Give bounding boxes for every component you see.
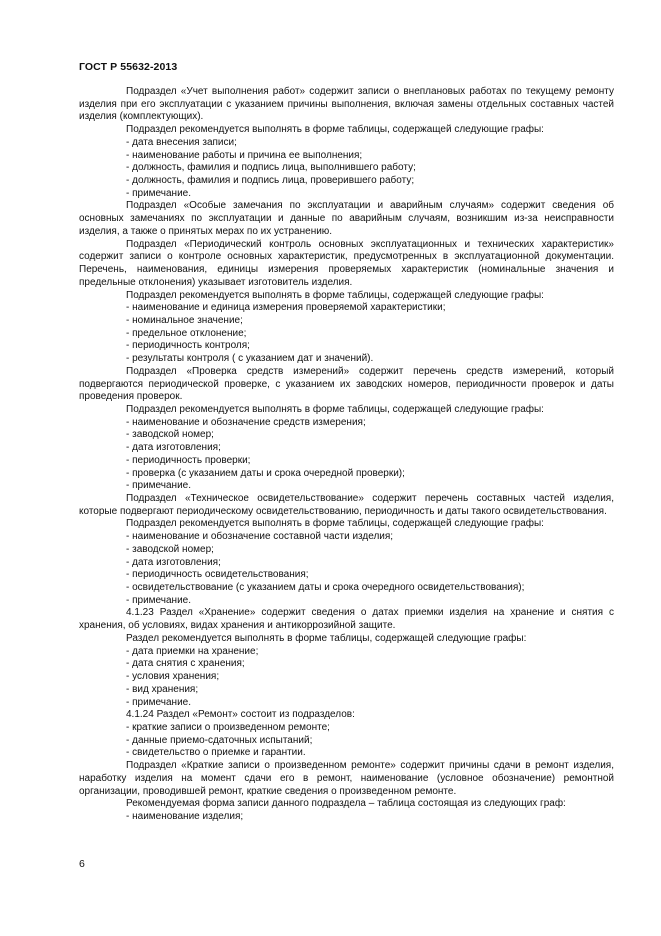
list-item: - заводской номер;	[126, 429, 214, 441]
list-item: - наименование и обозначение составной части изделия;	[126, 531, 394, 543]
list-item: - должность, фамилия и подпись лица, проверившего работу;	[126, 175, 415, 187]
paragraph: Раздел рекомендуется выполнять в форме таблицы, содержащей следующие графы:	[126, 632, 527, 644]
list-item: - примечание.	[126, 187, 191, 199]
paragraph: Рекомендуемая форма записи данного подраздела – таблица состоящая из следующих граф:	[126, 798, 566, 810]
list-item: - периодичность проверки;	[126, 454, 251, 466]
paragraph: Подраздел «Особые замечания по эксплуатации и аварийным случаям» содержит сведения об основных замечаниях по эксплуатации и данные по аварийным случаям, возникшим из-за неисправности изделия, а также о принятых мерах по их устранению.	[79, 200, 614, 237]
paragraph: Подраздел «Учет выполнения работ» содержит записи о внеплановых работах по текущему ремонту изделия при его эксплуатации с указанием причины выполнения, включая замены отдельных составных частей изделия (комплектующих).	[79, 86, 614, 123]
list-item: - номинальное значение;	[126, 314, 243, 326]
list-item: - дата снятия с хранения;	[126, 658, 245, 670]
document-body	[79, 86, 614, 824]
list-item: - дата изготовления;	[126, 442, 221, 454]
list-item: - условия хранения;	[126, 671, 220, 683]
list-item: - данные приемо-сдаточных испытаний;	[126, 734, 313, 746]
paragraph: Подраздел «Периодический контроль основных эксплуатационных и технических характеристик» содержит записи о контроле основных характеристик, предусмотренных в эксплуатационной документации. Перечень, наименования, единицы измерения проверяемых характеристик (номинальные значения и предельные отклонения) указывает изготовитель изделия.	[79, 238, 614, 288]
list-item: - должность, фамилия и подпись лица, выполнившего работу;	[126, 162, 416, 174]
paragraph: 4.1.24 Раздел «Ремонт» состоит из подразделов:	[126, 709, 355, 721]
list-item: - примечание.	[126, 480, 191, 492]
list-item: - вид хранения;	[126, 683, 199, 695]
list-item: - свидетельство о приемке и гарантии.	[126, 747, 306, 759]
list-item: - проверка (с указанием даты и срока очередной проверки);	[126, 467, 405, 479]
page-number: 6	[79, 858, 85, 870]
list-item: - дата изготовления;	[126, 556, 221, 568]
paragraph: Подраздел рекомендуется выполнять в форме таблицы, содержащей следующие графы:	[126, 124, 544, 136]
list-item: - примечание.	[126, 594, 191, 606]
document-header: ГОСТ Р 55632-2013	[79, 61, 178, 73]
list-item: - дата приемки на хранение;	[126, 645, 259, 657]
list-item: - результаты контроля ( с указанием дат и значений).	[126, 353, 374, 365]
list-item: - периодичность контроля;	[126, 340, 250, 352]
paragraph: Подраздел рекомендуется выполнять в форме таблицы, содержащей следующие графы:	[126, 518, 544, 530]
list-item: - примечание.	[126, 696, 191, 708]
paragraph: Подраздел рекомендуется выполнять в форме таблицы, содержащей следующие графы:	[126, 403, 544, 415]
paragraph: Подраздел «Проверка средств измерений» содержит перечень средств измерений, который подвергаются периодической проверке, с указанием их заводских номеров, периодичности проверок и даты проведения проверок.	[79, 365, 614, 403]
paragraph: Подраздел «Техническое освидетельствование» содержит перечень составных частей изделия, которые подвергают периодическому освидетельствованию, периодичность и даты такого освидетельствования.	[79, 493, 614, 517]
list-item: - наименование и единица измерения проверяемой характеристики;	[126, 302, 446, 314]
list-item: - предельное отклонение;	[126, 327, 247, 339]
list-item: - заводской номер;	[126, 543, 214, 555]
paragraph: Подраздел рекомендуется выполнять в форме таблицы, содержащей следующие графы:	[126, 289, 544, 301]
paragraph: Подраздел «Краткие записи о произведенном ремонте» содержит причины сдачи в ремонт изделия, наработку изделия на момент сдачи его в ремонт, наименование (условное обозначение) ремонтной организации, проводившей ремонт, краткие сведения о произведенном ремонте.	[79, 760, 614, 797]
list-item: - дата внесения записи;	[126, 136, 237, 148]
list-item: - периодичность освидетельствования;	[126, 569, 309, 581]
list-item: - наименование и обозначение средств измерения;	[126, 416, 366, 428]
list-item: - наименование работы и причина ее выполнения;	[126, 149, 363, 161]
list-item: - освидетельствование (с указанием даты и срока очередного освидетельствования);	[126, 582, 525, 594]
paragraph: 4.1.23 Раздел «Хранение» содержит сведения о датах приемки изделия на хранение и снятия с хранения, об условиях, видах хранения и антикоррозийной защите.	[79, 607, 614, 632]
list-item: - краткие записи о произведенном ремонте;	[126, 721, 330, 733]
list-item: - наименование изделия;	[126, 810, 244, 822]
